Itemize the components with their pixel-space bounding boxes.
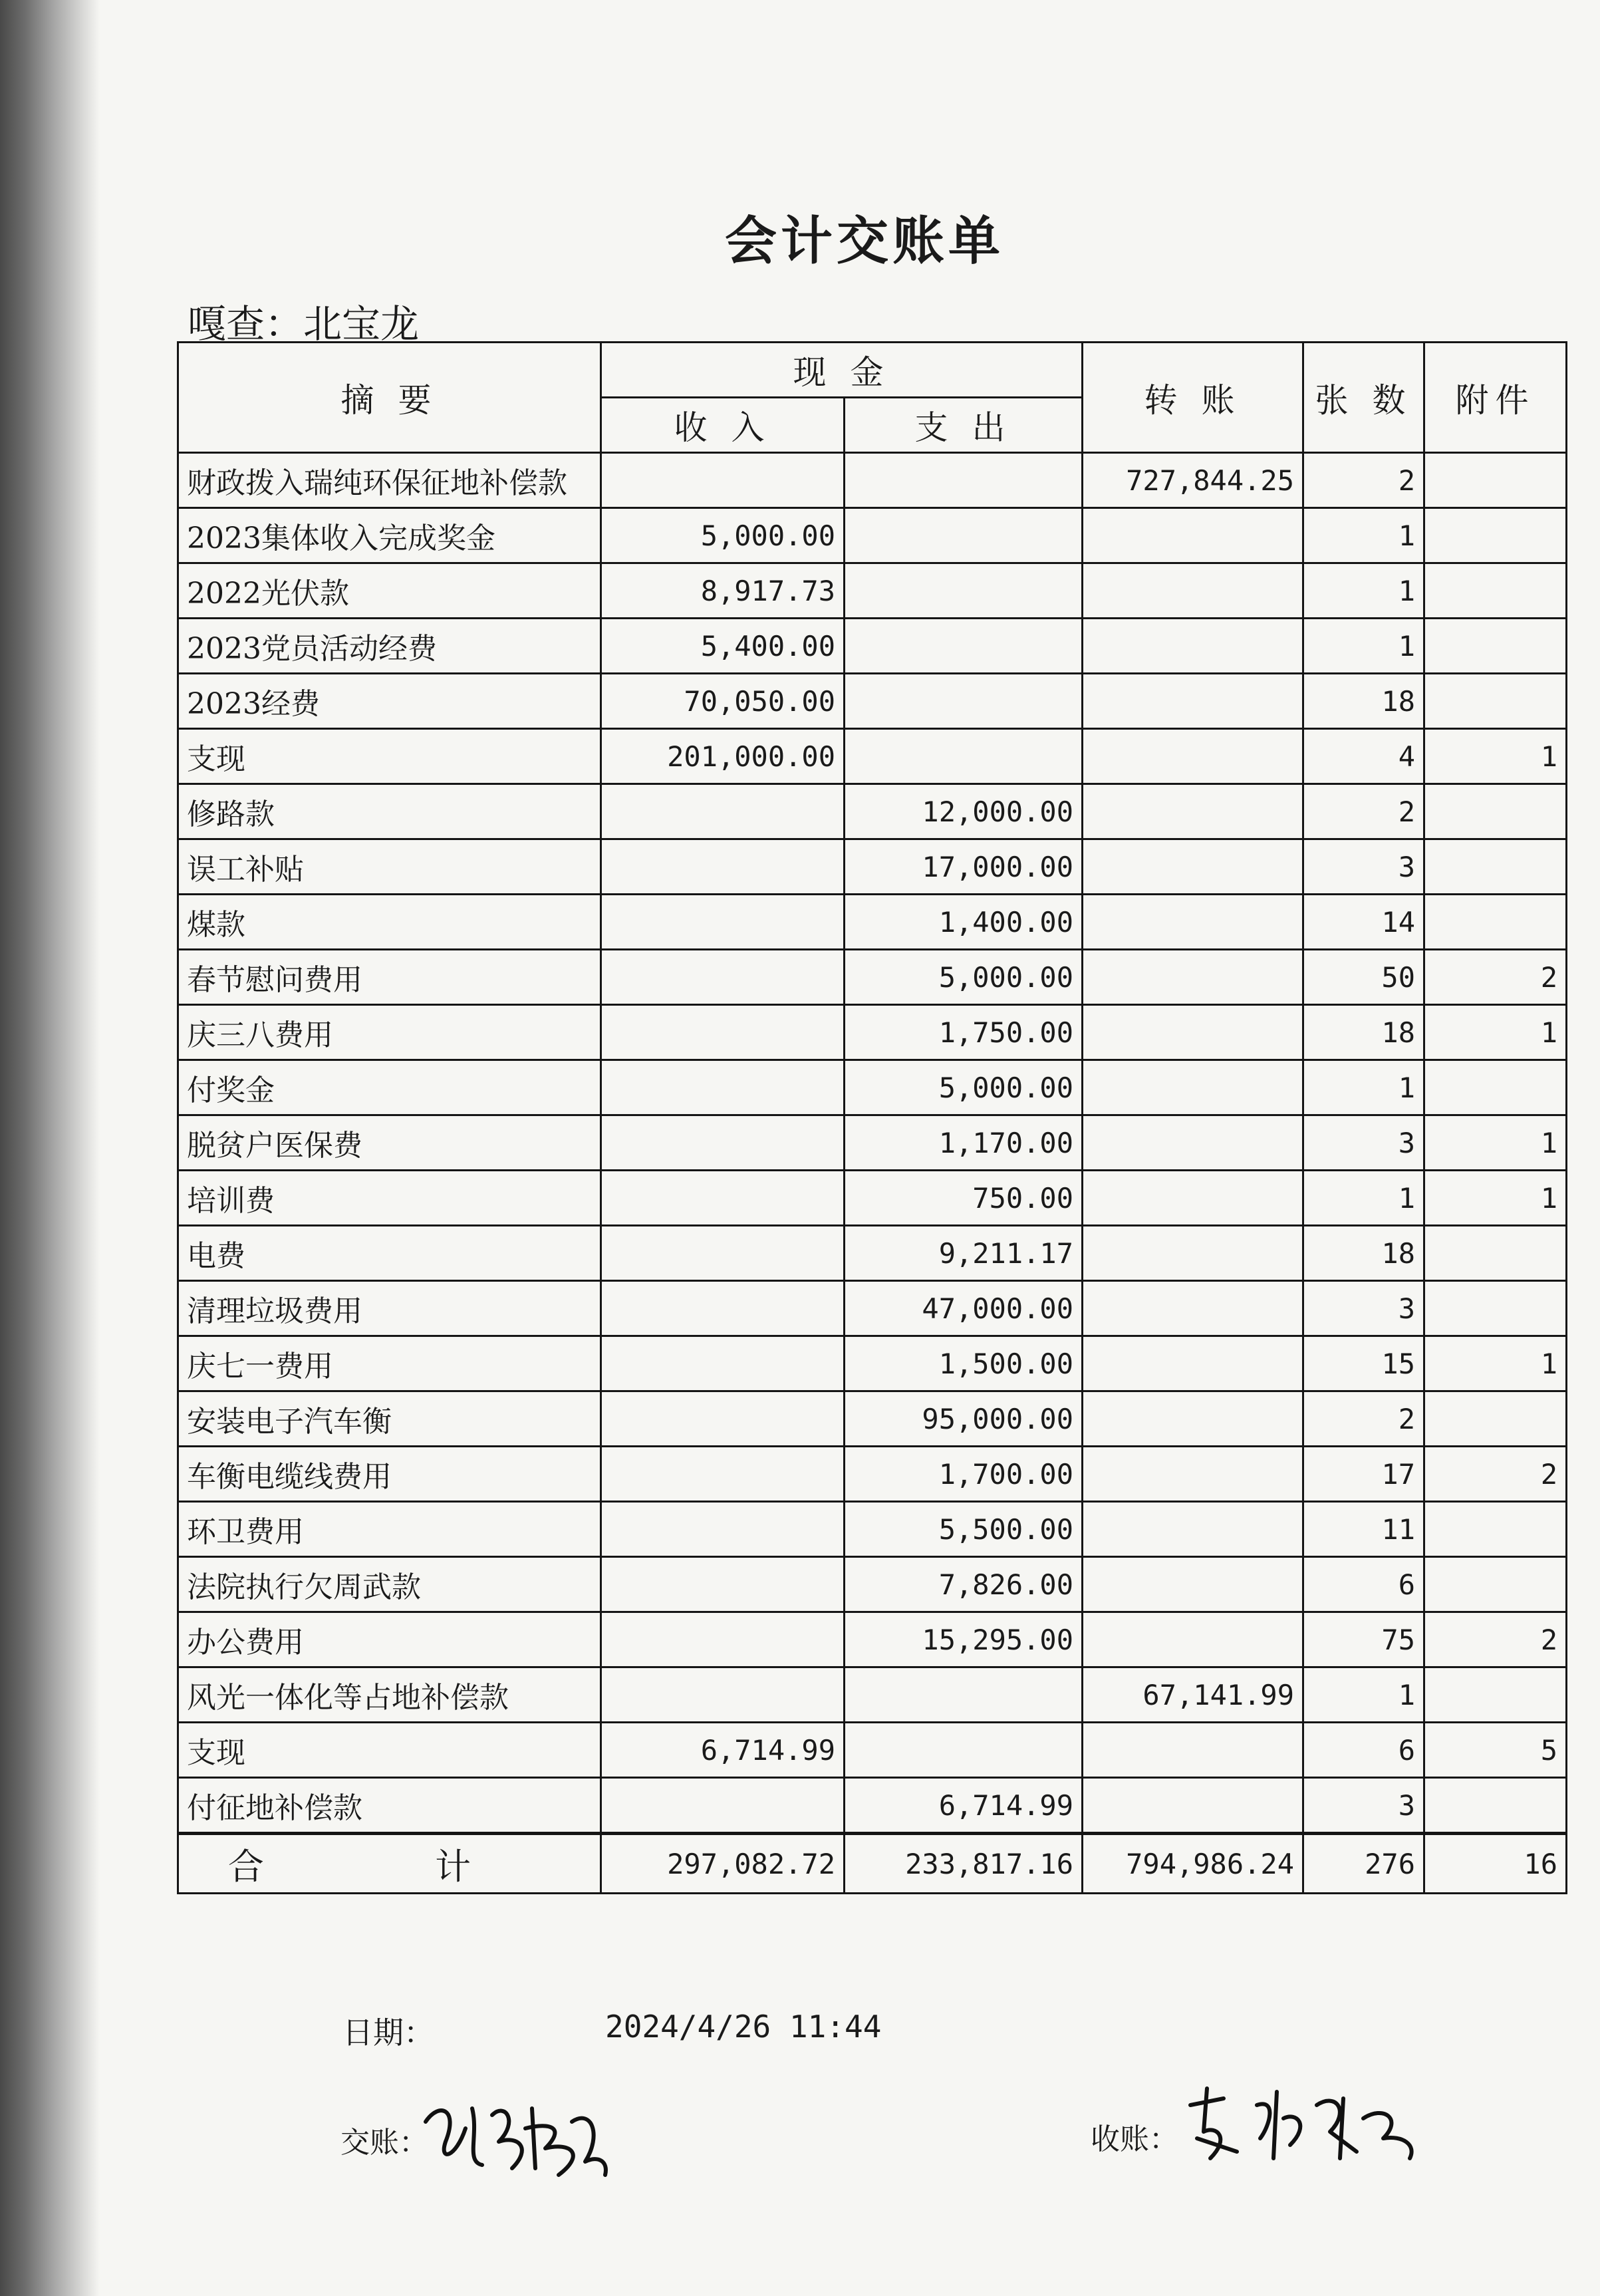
row-sheets: 18 [1303,674,1424,729]
total-sheets: 276 [1303,1834,1424,1894]
ledger-table [177,341,1567,1894]
scan-shadow-edge [0,0,100,2296]
row-transfer [1083,1612,1303,1667]
header-sheets: 张 数 [1303,343,1424,453]
row-transfer [1083,1723,1303,1778]
row-income [601,453,845,508]
row-attachments [1424,1226,1567,1281]
row-description: 庆三八费用 [178,1005,601,1060]
ledger-row [178,674,1567,729]
village-unit-label: 嘎查：北宝龙 [188,301,420,347]
row-attachments [1424,1557,1567,1612]
row-attachments [1424,453,1567,508]
row-sheets: 1 [1303,1171,1424,1226]
row-description: 法院执行欠周武款 [178,1557,601,1612]
row-sheets: 11 [1303,1502,1424,1557]
ledger-row [178,619,1567,674]
row-income [601,1115,845,1171]
row-expense: 15,295.00 [845,1612,1083,1667]
row-income: 6,714.99 [601,1723,845,1778]
row-attachments: 2 [1424,1447,1567,1502]
ledger-row [178,1391,1567,1447]
row-description: 2023集体收入完成奖金 [178,508,601,563]
row-income: 8,917.73 [601,563,845,619]
row-attachments [1424,1667,1567,1723]
row-income [601,1281,845,1336]
row-transfer: 727,844.25 [1083,453,1303,508]
row-attachments [1424,1502,1567,1557]
row-income [601,1171,845,1226]
row-expense: 5,500.00 [845,1502,1083,1557]
ledger-row [178,1502,1567,1557]
total-label: 合 计 [178,1834,601,1894]
row-sheets: 4 [1303,729,1424,784]
row-transfer [1083,839,1303,895]
row-description: 清理垃圾费用 [178,1281,601,1336]
row-income [601,895,845,950]
ledger-row [178,563,1567,619]
row-transfer [1083,1226,1303,1281]
row-transfer [1083,1336,1303,1391]
header-cash: 现 金 [601,343,1083,398]
row-expense [845,674,1083,729]
row-sheets: 2 [1303,1391,1424,1447]
row-description: 2022光伏款 [178,563,601,619]
ledger-row [178,1060,1567,1115]
row-description: 安装电子汽车衡 [178,1391,601,1447]
row-income: 70,050.00 [601,674,845,729]
row-sheets: 2 [1303,784,1424,839]
row-transfer [1083,729,1303,784]
row-expense [845,563,1083,619]
row-transfer [1083,895,1303,950]
row-expense [845,508,1083,563]
row-expense [845,1723,1083,1778]
row-expense: 750.00 [845,1171,1083,1226]
ledger-row [178,1723,1567,1778]
ledger-row [178,1281,1567,1336]
row-attachments [1424,1778,1567,1834]
row-description: 培训费 [178,1171,601,1226]
row-attachments: 2 [1424,1612,1567,1667]
row-attachments: 1 [1424,1115,1567,1171]
row-description: 付征地补偿款 [178,1778,601,1834]
row-transfer [1083,1115,1303,1171]
ledger-row [178,729,1567,784]
row-sheets: 18 [1303,1005,1424,1060]
row-transfer [1083,950,1303,1005]
row-income [601,1060,845,1115]
row-income: 201,000.00 [601,729,845,784]
row-sheets: 1 [1303,563,1424,619]
header-income: 收 入 [601,398,845,453]
row-attachments: 1 [1424,729,1567,784]
row-description: 2023党员活动经费 [178,619,601,674]
row-description: 电费 [178,1226,601,1281]
ledger-row [178,1005,1567,1060]
row-description: 车衡电缆线费用 [178,1447,601,1502]
header-attachments: 附件 [1424,343,1567,453]
row-expense: 6,714.99 [845,1778,1083,1834]
row-income: 5,000.00 [601,508,845,563]
row-sheets: 1 [1303,619,1424,674]
row-sheets: 50 [1303,950,1424,1005]
row-income [601,1447,845,1502]
row-transfer [1083,508,1303,563]
row-description: 财政拨入瑞纯环保征地补偿款 [178,453,601,508]
ledger-body [178,453,1567,1834]
row-attachments [1424,1281,1567,1336]
row-attachments [1424,895,1567,950]
receiver-label: 收账： [1091,2122,1178,2156]
row-description: 办公费用 [178,1612,601,1667]
row-income [601,839,845,895]
header-expense: 支 出 [845,398,1083,453]
row-sheets: 14 [1303,895,1424,950]
row-attachments: 5 [1424,1723,1567,1778]
document-title: 会计交账单 [724,211,1004,271]
total-attachments: 16 [1424,1834,1567,1894]
row-expense [845,729,1083,784]
ledger-row [178,1447,1567,1502]
row-sheets: 3 [1303,1778,1424,1834]
row-expense: 5,000.00 [845,950,1083,1005]
row-expense: 17,000.00 [845,839,1083,895]
header-transfer: 转 账 [1083,343,1303,453]
row-sheets: 75 [1303,1612,1424,1667]
row-expense [845,619,1083,674]
row-expense: 12,000.00 [845,784,1083,839]
row-sheets: 6 [1303,1723,1424,1778]
row-attachments [1424,619,1567,674]
row-description: 支现 [178,729,601,784]
row-description: 风光一体化等占地补偿款 [178,1667,601,1723]
row-description: 煤款 [178,895,601,950]
row-transfer [1083,1281,1303,1336]
row-income [601,1778,845,1834]
row-transfer [1083,674,1303,729]
row-description: 修路款 [178,784,601,839]
row-sheets: 6 [1303,1557,1424,1612]
ledger-row [178,1171,1567,1226]
date-value: 2024/4/26 11:44 [605,2009,882,2045]
row-attachments [1424,1060,1567,1115]
row-expense: 1,700.00 [845,1447,1083,1502]
row-expense: 5,000.00 [845,1060,1083,1115]
header-summary: 摘 要 [178,343,601,453]
row-transfer [1083,1557,1303,1612]
ledger-row [178,453,1567,508]
row-income [601,1336,845,1391]
row-income [601,1391,845,1447]
row-transfer: 67,141.99 [1083,1667,1303,1723]
row-expense [845,453,1083,508]
row-income: 5,400.00 [601,619,845,674]
row-expense: 1,170.00 [845,1115,1083,1171]
row-transfer [1083,1447,1303,1502]
row-sheets: 18 [1303,1226,1424,1281]
row-expense: 9,211.17 [845,1226,1083,1281]
row-attachments [1424,784,1567,839]
row-expense: 1,400.00 [845,895,1083,950]
row-sheets: 1 [1303,1667,1424,1723]
row-expense: 1,750.00 [845,1005,1083,1060]
ledger-row [178,1226,1567,1281]
ledger-row [178,1336,1567,1391]
ledger-row [178,839,1567,895]
ledger-row [178,1557,1567,1612]
receiver-signature [1184,2079,1423,2172]
row-sheets: 15 [1303,1336,1424,1391]
row-expense: 1,500.00 [845,1336,1083,1391]
row-transfer [1083,563,1303,619]
total-row [178,1834,1567,1894]
ledger-row [178,1115,1567,1171]
row-income [601,1667,845,1723]
row-transfer [1083,1060,1303,1115]
row-description: 环卫费用 [178,1502,601,1557]
total-transfer: 794,986.24 [1083,1834,1303,1894]
row-income [601,950,845,1005]
row-transfer [1083,1391,1303,1447]
row-income [601,1226,845,1281]
total-expense: 233,817.16 [845,1834,1083,1894]
row-income [601,1557,845,1612]
row-attachments: 1 [1424,1336,1567,1391]
row-attachments [1424,674,1567,729]
ledger-row [178,784,1567,839]
row-description: 付奖金 [178,1060,601,1115]
row-transfer [1083,1171,1303,1226]
row-sheets: 17 [1303,1447,1424,1502]
row-transfer [1083,1502,1303,1557]
row-income [601,784,845,839]
row-expense: 7,826.00 [845,1557,1083,1612]
handover-signature [419,2082,612,2182]
date-label: 日期： [342,2015,434,2051]
row-sheets: 3 [1303,1281,1424,1336]
row-expense: 47,000.00 [845,1281,1083,1336]
handover-label: 交账： [340,2126,428,2160]
row-attachments: 2 [1424,950,1567,1005]
row-description: 春节慰问费用 [178,950,601,1005]
row-description: 庆七一费用 [178,1336,601,1391]
ledger-row [178,508,1567,563]
ledger-row [178,895,1567,950]
ledger-row [178,1778,1567,1834]
row-sheets: 1 [1303,1060,1424,1115]
row-sheets: 3 [1303,839,1424,895]
row-transfer [1083,619,1303,674]
ledger-row [178,1667,1567,1723]
row-attachments [1424,839,1567,895]
row-attachments [1424,508,1567,563]
row-expense [845,1667,1083,1723]
row-sheets: 1 [1303,508,1424,563]
row-attachments [1424,563,1567,619]
row-attachments: 1 [1424,1005,1567,1060]
row-attachments: 1 [1424,1171,1567,1226]
row-sheets: 2 [1303,453,1424,508]
row-transfer [1083,1778,1303,1834]
row-transfer [1083,784,1303,839]
row-income [601,1502,845,1557]
row-income [601,1005,845,1060]
total-income: 297,082.72 [601,1834,845,1894]
row-attachments [1424,1391,1567,1447]
row-description: 误工补贴 [178,839,601,895]
row-description: 脱贫户医保费 [178,1115,601,1171]
row-expense: 95,000.00 [845,1391,1083,1447]
row-income [601,1612,845,1667]
row-transfer [1083,1005,1303,1060]
row-description: 支现 [178,1723,601,1778]
row-description: 2023经费 [178,674,601,729]
row-sheets: 3 [1303,1115,1424,1171]
ledger-row [178,1612,1567,1667]
ledger-row [178,950,1567,1005]
